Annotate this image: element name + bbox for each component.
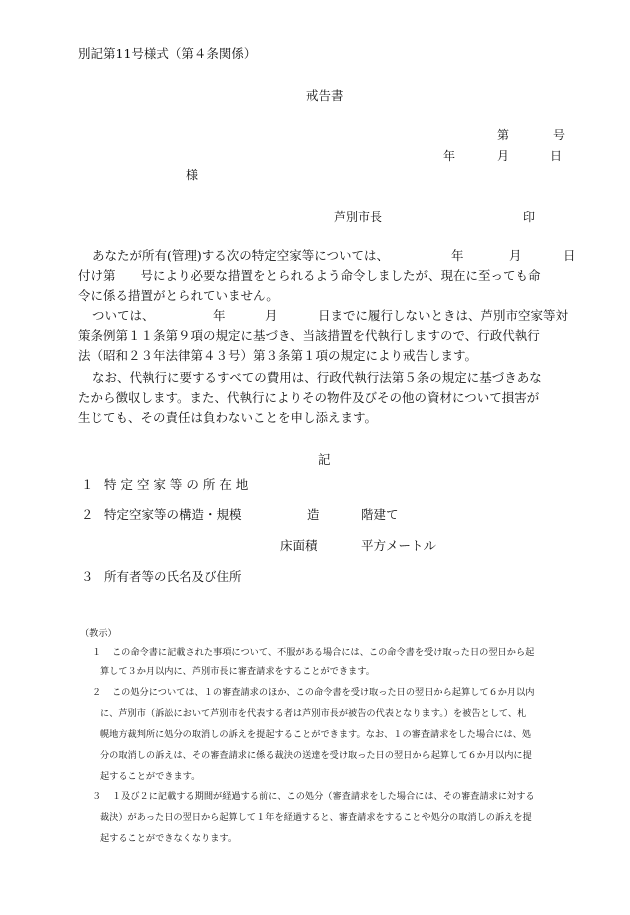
instruction-1-line2: 算して３か月以内に、芦別市長に審査請求をすることができます。 bbox=[100, 666, 375, 677]
instruction-1-line1: この命令書に記載された事項について、不服がある場合には、この命令書を受け取った日の翌日から起 bbox=[112, 647, 535, 658]
para1-month: 月 bbox=[509, 248, 522, 263]
para3-line2: たから徴収します。また、代執行によりその物件及びその他の資材について損害が bbox=[78, 390, 540, 405]
para2-line1-rest: 日までに履行しないときは、芦別市空家等対 bbox=[318, 308, 569, 323]
item3-number: ３ bbox=[81, 569, 94, 584]
number-dai: 第 bbox=[497, 128, 510, 142]
item2-square-meters: 平方メートル bbox=[361, 538, 437, 553]
instruction-2-line5: 起することができます。 bbox=[100, 771, 201, 782]
date-month-label: 月 bbox=[497, 149, 510, 163]
para1-day: 日 bbox=[563, 248, 576, 263]
instruction-3-number: ３ bbox=[92, 791, 102, 802]
para2-year: 年 bbox=[213, 308, 226, 323]
para1-line2: 付け第 号により必要な措置をとられるよう命令しましたが、現在に至っても命 bbox=[78, 268, 541, 283]
para2-line1: ついては、 bbox=[92, 308, 155, 323]
seal-mark: 印 bbox=[523, 210, 536, 224]
addressee-sama: 様 bbox=[186, 168, 199, 182]
item2-floor-area: 床面積 bbox=[280, 538, 318, 553]
item3-label: 所有者等の氏名及び住所 bbox=[104, 569, 242, 584]
document-title: 戒告書 bbox=[306, 88, 344, 103]
item1-number: １ bbox=[81, 477, 94, 492]
instruction-2-line3: 幌地方裁判所に処分の取消しの訴えを提起することができます。なお、１の審査請求をした場合には、処 bbox=[100, 729, 532, 740]
instruction-2-line2: に、芦別市（訴訟において芦別市を代表する者は芦別市長が被告の代表となります。）を被告として、札 bbox=[100, 708, 527, 719]
item2-number: ２ bbox=[81, 507, 94, 522]
instruction-3-line1: １及び２に記載する期間が経過する前に、この処分（審査請求をした場合には、その審査請求に対する bbox=[112, 791, 535, 802]
instruction-2-line4: 分の取消しの訴えは、その審査請求に係る裁決の送達を受け取った日の翌日から起算して６か月以内に提 bbox=[100, 750, 532, 761]
record-heading: 記 bbox=[318, 452, 331, 467]
form-label: 別記第11号様式（第４条関係） bbox=[78, 46, 257, 61]
item2-structure: 造 bbox=[307, 507, 320, 522]
para2-line3: 法（昭和２３年法律第４３号）第３条第１項の規定により戒告します。 bbox=[78, 348, 478, 363]
item2-floors: 階建て bbox=[361, 507, 399, 522]
number-go: 号 bbox=[553, 128, 566, 142]
para2-month: 月 bbox=[265, 308, 278, 323]
issuer-name: 芦別市長 bbox=[334, 210, 383, 224]
para1-year: 年 bbox=[451, 248, 464, 263]
date-year-label: 年 bbox=[443, 149, 456, 163]
instruction-3-line3: 起することができなくなります。 bbox=[100, 833, 238, 844]
instruction-heading: （教示） bbox=[80, 628, 117, 639]
para3-line1: なお、代執行に要するすべての費用は、行政代執行法第５条の規定に基づきあな bbox=[92, 370, 542, 385]
item1-label: 特 定 空 家 等 の 所 在 地 bbox=[104, 477, 249, 492]
para1-line3: 令に係る措置がとられていません。 bbox=[78, 288, 279, 303]
date-day-label: 日 bbox=[550, 149, 563, 163]
instruction-1-number: １ bbox=[92, 647, 102, 658]
para2-line2: 策条例第１１条第９項の規定に基づき、当該措置を代執行しますので、行政代執行 bbox=[78, 328, 540, 343]
instruction-3-line2: 裁決）があった日の翌日から起算して１年を経過すると、審査請求をすることや処分の取消しの訴えを提 bbox=[100, 812, 532, 823]
instruction-2-number: ２ bbox=[92, 687, 102, 698]
para1-line1: あなたが所有(管理)する次の特定空家等については、 bbox=[92, 248, 390, 263]
item2-label: 特定空家等の構造・規模 bbox=[104, 507, 242, 522]
para3-line3: 生じても、その責任は負わないことを申し添えます。 bbox=[78, 410, 378, 425]
instruction-2-line1: この処分については、１の審査請求のほか、この命令書を受け取った日の翌日から起算して６か月以内 bbox=[112, 687, 535, 698]
